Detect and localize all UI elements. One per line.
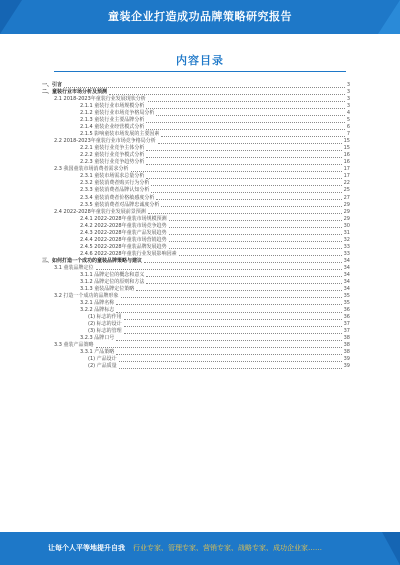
toc-entry-page: 5 (346, 117, 350, 124)
toc-leader-dots (119, 365, 342, 369)
toc-entry-label: 2.1.4 童装企业经营模式分析 (80, 124, 145, 131)
toc-entry[interactable] (38, 349, 350, 356)
toc-leader-dots (146, 119, 344, 123)
toc-entry-label: 2.4.3 2022-2028年童装产品发展趋势 (80, 229, 167, 236)
toc-entry-page: 30 (343, 222, 350, 229)
toc-leader-dots (161, 203, 341, 207)
toc-leader-dots (146, 280, 341, 284)
toc-leader-dots (179, 252, 342, 256)
toc-leader-dots (156, 196, 341, 200)
toc-entry-label: (1) 产品设计 (88, 356, 117, 363)
toc-leader-dots (169, 224, 342, 228)
toc-entry-label: 2.1.1 童装行业市场规模分析 (80, 103, 145, 110)
toc-entry-label: (2) 标志的设计 (88, 321, 122, 328)
toc-leader-dots (109, 91, 345, 95)
toc-entry-label: 2.1.2 童装行业市场竞争格局分析 (80, 110, 155, 117)
footer-slogan-right: 行业专家、管理专家、营销专家、战略专家、成功企业家…… (133, 544, 322, 552)
footer-corner (382, 532, 400, 565)
toc-entry-page: 32 (343, 236, 350, 243)
toc-leader-dots (169, 245, 342, 249)
toc-entry-page: 37 (343, 328, 350, 335)
toc-entry-page: 34 (343, 278, 350, 285)
toc-entry-label: 2.4.5 2022-2028年童装品牌发展趋势 (80, 243, 167, 250)
toc-entry-page: 34 (343, 264, 350, 271)
toc-entry-page: 36 (343, 307, 350, 314)
toc-entry-label: 2.2.2 童装行业竞争模式分析 (80, 152, 145, 159)
toc-entry-page: 34 (343, 257, 350, 264)
page-footer (0, 532, 400, 565)
toc-entry-page: 3 (346, 103, 350, 110)
toc-leader-dots (64, 84, 345, 88)
toc-entry-label: 3.2 打造一个成功的品牌形象 (54, 292, 119, 299)
toc-entry[interactable] (38, 195, 350, 202)
toc-entry[interactable] (38, 209, 350, 216)
toc-entry-label: 3.1.3 童装品牌定位策略 (80, 285, 135, 292)
toc-entry-label: 2.4 2022-2028年童装行业发展前景预测 (54, 208, 146, 215)
toc-leader-dots (144, 259, 342, 263)
toc-entry-label: 2.1 2018-2023年童装行业发展现状分析 (54, 96, 146, 103)
toc-entry-label: 3.1.2 品牌定位的原则和方法 (80, 278, 145, 285)
toc-entry[interactable] (38, 321, 350, 328)
toc-entry-page: 37 (343, 321, 350, 328)
report-title: 童装企业打造成功品牌策略研究报告 (108, 10, 292, 23)
toc-entry-page: 15 (343, 138, 350, 145)
toc-entry-label: 二、童装行业市场分析及预测 (42, 89, 108, 96)
toc-leader-dots (169, 231, 342, 235)
footer-slogan-left: 让每个人平等地提升自我 (48, 544, 125, 552)
toc-entry-label: 3.3 童装产品策略 (54, 342, 94, 349)
toc-entry[interactable] (38, 265, 350, 272)
toc-entry-label: 2.3.2 童装消费者购买行为分析 (80, 180, 150, 187)
toc-entry[interactable] (38, 251, 350, 258)
toc-leader-dots (121, 294, 342, 298)
toc-entry[interactable] (38, 272, 350, 279)
toc-entry[interactable] (38, 363, 350, 370)
toc-entry-page: 35 (343, 299, 350, 306)
toc-leader-dots (161, 133, 344, 137)
toc-leader-dots (116, 351, 341, 355)
toc-entry-page: 6 (346, 124, 350, 131)
toc-entry-page: 33 (343, 250, 350, 257)
toc-entry-page: 38 (343, 349, 350, 356)
toc-leader-dots (146, 154, 341, 158)
toc-entry[interactable] (38, 356, 350, 363)
toc-entry-page: 25 (343, 187, 350, 194)
toc-entry[interactable] (38, 89, 350, 96)
toc-entry[interactable] (38, 293, 350, 300)
toc-leader-dots (146, 273, 341, 277)
toc-entry-label: 2.2.1 童装行业竞争主体分析 (80, 145, 145, 152)
toc-divider (54, 71, 346, 72)
toc-entry-page: 27 (343, 194, 350, 201)
toc-entry-page: 38 (343, 342, 350, 349)
toc-entry-page: 22 (343, 180, 350, 187)
toc-entry-label: 2.4.4 2022-2028年童装市场营销趋势 (80, 236, 167, 243)
toc-entry-label: 三、如何打造一个成功的童装品牌策略与建议 (42, 257, 143, 264)
toc-leader-dots (124, 316, 342, 320)
toc-entry-label: 2.1.3 童装行业主要品牌分析 (80, 117, 145, 124)
toc-entry[interactable] (38, 244, 350, 251)
toc-entry[interactable] (38, 216, 350, 223)
toc-leader-dots (96, 266, 342, 270)
toc-leader-dots (136, 287, 341, 291)
toc-entry-page: 39 (343, 356, 350, 363)
toc-entry-label: 2.3.3 童装消费者品牌认知分析 (80, 187, 150, 194)
toc-entry-label: 3.2.3 品牌口号 (80, 335, 115, 342)
toc-entry-page: 38 (343, 335, 350, 342)
toc-entry[interactable] (38, 279, 350, 286)
toc-entry-label: 2.3.1 童装市场需求总量分析 (80, 173, 145, 180)
toc-entry-label: 2.3.4 童装消费者价格敏感度分析 (80, 194, 155, 201)
toc-leader-dots (146, 126, 344, 130)
toc-entry-label: (2) 产品质量 (88, 363, 117, 370)
toc-entry-page: 34 (343, 271, 350, 278)
toc-entry[interactable] (38, 314, 350, 321)
toc-entry-label: 2.3.5 童装消费者对品牌忠诚度分析 (80, 201, 160, 208)
toc-entry[interactable] (38, 237, 350, 244)
toc-entry-page: 29 (343, 208, 350, 215)
toc-leader-dots (169, 217, 342, 221)
toc-leader-dots (116, 301, 341, 305)
toc-entry-label: (1) 标志的作用 (88, 314, 122, 321)
toc-leader-dots (146, 105, 344, 109)
toc-entry-label: 3.2.2 品牌标志 (80, 307, 115, 314)
toc-entry[interactable] (38, 187, 350, 194)
toc-leader-dots (151, 182, 341, 186)
toc-entry-page: 16 (343, 159, 350, 166)
toc-entry-label: 3.1.1 品牌定位的概念和意义 (80, 271, 145, 278)
toc-entry-page: 4 (346, 110, 350, 117)
toc-entry-label: 2.4.2 2022-2028年童装市场竞争趋势 (80, 222, 167, 229)
toc-entry[interactable] (38, 202, 350, 209)
toc-entry-label: 一、引言 (42, 82, 63, 89)
report-header (0, 0, 400, 34)
toc-entry-page: 15 (343, 145, 350, 152)
toc-leader-dots (169, 238, 342, 242)
toc-entry[interactable] (38, 82, 350, 89)
toc-entry-page: 17 (343, 166, 350, 173)
toc-entry-label: 2.1.5 影响童装市场发展的主要因素 (80, 131, 160, 138)
toc-entry-page: 16 (343, 152, 350, 159)
toc-entry-page: 29 (343, 215, 350, 222)
toc-leader-dots (96, 344, 342, 348)
toc-entry-page: 34 (343, 285, 350, 292)
table-of-contents (38, 82, 350, 370)
toc-entry[interactable] (38, 300, 350, 307)
toc-leader-dots (124, 330, 342, 334)
toc-entry-page: 35 (343, 292, 350, 299)
toc-entry[interactable] (38, 223, 350, 230)
toc-entry-label: 3.1 童装品牌定位 (54, 264, 94, 271)
toc-entry[interactable] (38, 307, 350, 314)
toc-leader-dots (148, 210, 342, 214)
toc-entry-label: 3.2.1 品牌名称 (80, 299, 115, 306)
toc-entry-label: 3.3.1 产品策略 (80, 349, 115, 356)
toc-leader-dots (146, 161, 341, 165)
toc-entry-label: (3) 标志的管理 (88, 328, 122, 335)
toc-leader-dots (119, 358, 342, 362)
toc-entry-label: 2.2.3 童装行业竞争趋势分析 (80, 159, 145, 166)
toc-entry-page: 3 (346, 89, 350, 96)
toc-leader-dots (148, 98, 345, 102)
toc-leader-dots (156, 112, 344, 116)
toc-entry-page: 7 (346, 131, 350, 138)
toc-entry-page: 39 (343, 363, 350, 370)
toc-entry-label: 2.2 2018-2023年童装行业市场竞争格局分析 (54, 138, 156, 145)
toc-entry[interactable] (38, 286, 350, 293)
toc-entry-page: 33 (343, 243, 350, 250)
toc-entry-page: 29 (343, 201, 350, 208)
toc-entry-label: 2.4.1 2022-2028年童装市场规模预测 (80, 215, 167, 222)
toc-entry-page: 3 (346, 96, 350, 103)
toc-entry[interactable] (38, 230, 350, 237)
toc-entry-page: 3 (346, 82, 350, 89)
toc-entry-page: 36 (343, 314, 350, 321)
toc-leader-dots (116, 309, 341, 313)
toc-leader-dots (146, 147, 341, 151)
toc-leader-dots (151, 189, 341, 193)
toc-leader-dots (131, 168, 342, 172)
toc-entry-label: 2.3 我国童装市场消费者需求分析 (54, 166, 129, 173)
toc-leader-dots (158, 140, 342, 144)
toc-entry-label: 2.4.6 2022-2028年童装行业发展影响因素 (80, 250, 177, 257)
toc-leader-dots (146, 175, 341, 179)
toc-entry-page: 31 (343, 229, 350, 236)
toc-heading: 内容目录 (176, 54, 224, 67)
toc-leader-dots (116, 337, 341, 341)
toc-leader-dots (124, 323, 342, 327)
toc-entry[interactable] (38, 258, 350, 265)
toc-entry-page: 17 (343, 173, 350, 180)
